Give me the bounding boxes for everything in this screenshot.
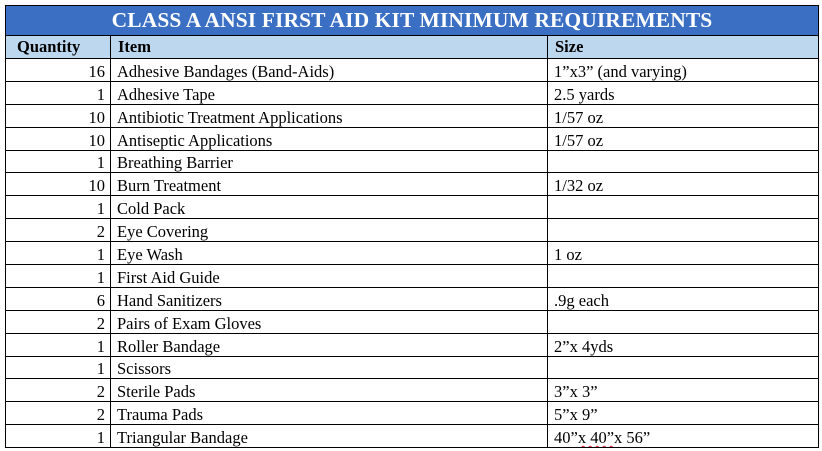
table-row [6, 127, 819, 150]
item-cell: Antiseptic Applications [111, 127, 548, 150]
quantity-cell: 1 [6, 265, 111, 288]
column-header-quantity: Quantity [6, 36, 111, 59]
table-row [6, 379, 819, 402]
table-row [6, 425, 819, 448]
header-row [6, 36, 819, 59]
table-body [6, 6, 819, 448]
quantity-cell: 1 [6, 356, 111, 379]
item-cell: Triangular Bandage [111, 425, 548, 448]
size-cell: 2”x 4yds [548, 333, 819, 356]
size-cell: .9g each [548, 287, 819, 310]
item-cell: Eye Wash [111, 242, 548, 265]
table-row [6, 104, 819, 127]
item-cell: Roller Bandage [111, 333, 548, 356]
first-aid-requirements-table [5, 5, 819, 448]
size-cell [548, 265, 819, 288]
table-row [6, 81, 819, 104]
size-cell: 1/32 oz [548, 173, 819, 196]
quantity-cell: 1 [6, 196, 111, 219]
quantity-cell: 1 [6, 150, 111, 173]
size-cell: 1/57 oz [548, 104, 819, 127]
spellcheck-underline: x 40” [577, 428, 615, 448]
table-row [6, 287, 819, 310]
item-cell: Scissors [111, 356, 548, 379]
size-cell: 40”x 40”x 56” [548, 425, 819, 448]
table-row [6, 265, 819, 288]
size-cell: 2.5 yards [548, 81, 819, 104]
quantity-cell: 6 [6, 287, 111, 310]
item-cell: Pairs of Exam Gloves [111, 310, 548, 333]
size-cell: 1 oz [548, 242, 819, 265]
table-row [6, 242, 819, 265]
item-cell: Antibiotic Treatment Applications [111, 104, 548, 127]
quantity-cell: 2 [6, 310, 111, 333]
table-row [6, 59, 819, 82]
item-cell: First Aid Guide [111, 265, 548, 288]
quantity-cell: 10 [6, 104, 111, 127]
table-row [6, 333, 819, 356]
size-cell [548, 356, 819, 379]
quantity-cell: 2 [6, 219, 111, 242]
quantity-cell: 10 [6, 173, 111, 196]
quantity-cell: 1 [6, 333, 111, 356]
item-cell: Adhesive Tape [111, 81, 548, 104]
size-cell [548, 310, 819, 333]
table-row [6, 196, 819, 219]
item-cell: Eye Covering [111, 219, 548, 242]
size-cell [548, 196, 819, 219]
table-row [6, 402, 819, 425]
size-cell: 3”x 3” [548, 379, 819, 402]
item-cell: Sterile Pads [111, 379, 548, 402]
item-cell: Breathing Barrier [111, 150, 548, 173]
size-cell [548, 150, 819, 173]
table-row [6, 173, 819, 196]
table-row [6, 356, 819, 379]
size-cell: 1/57 oz [548, 127, 819, 150]
quantity-cell: 16 [6, 59, 111, 82]
title-row [6, 6, 819, 36]
quantity-cell: 1 [6, 81, 111, 104]
quantity-cell: 1 [6, 242, 111, 265]
table-row [6, 150, 819, 173]
item-cell: Trauma Pads [111, 402, 548, 425]
size-cell [548, 219, 819, 242]
quantity-cell: 2 [6, 379, 111, 402]
item-cell: Cold Pack [111, 196, 548, 219]
quantity-cell: 1 [6, 425, 111, 448]
size-cell: 5”x 9” [548, 402, 819, 425]
item-cell: Adhesive Bandages (Band-Aids) [111, 59, 548, 82]
item-cell: Burn Treatment [111, 173, 548, 196]
quantity-cell: 2 [6, 402, 111, 425]
table-title: CLASS A ANSI FIRST AID KIT MINIMUM REQUIREMENTS [6, 6, 819, 36]
column-header-size: Size [548, 36, 819, 59]
size-cell: 1”x3” (and varying) [548, 59, 819, 82]
table-row [6, 219, 819, 242]
column-header-item: Item [111, 36, 548, 59]
item-cell: Hand Sanitizers [111, 287, 548, 310]
table-row [6, 310, 819, 333]
quantity-cell: 10 [6, 127, 111, 150]
